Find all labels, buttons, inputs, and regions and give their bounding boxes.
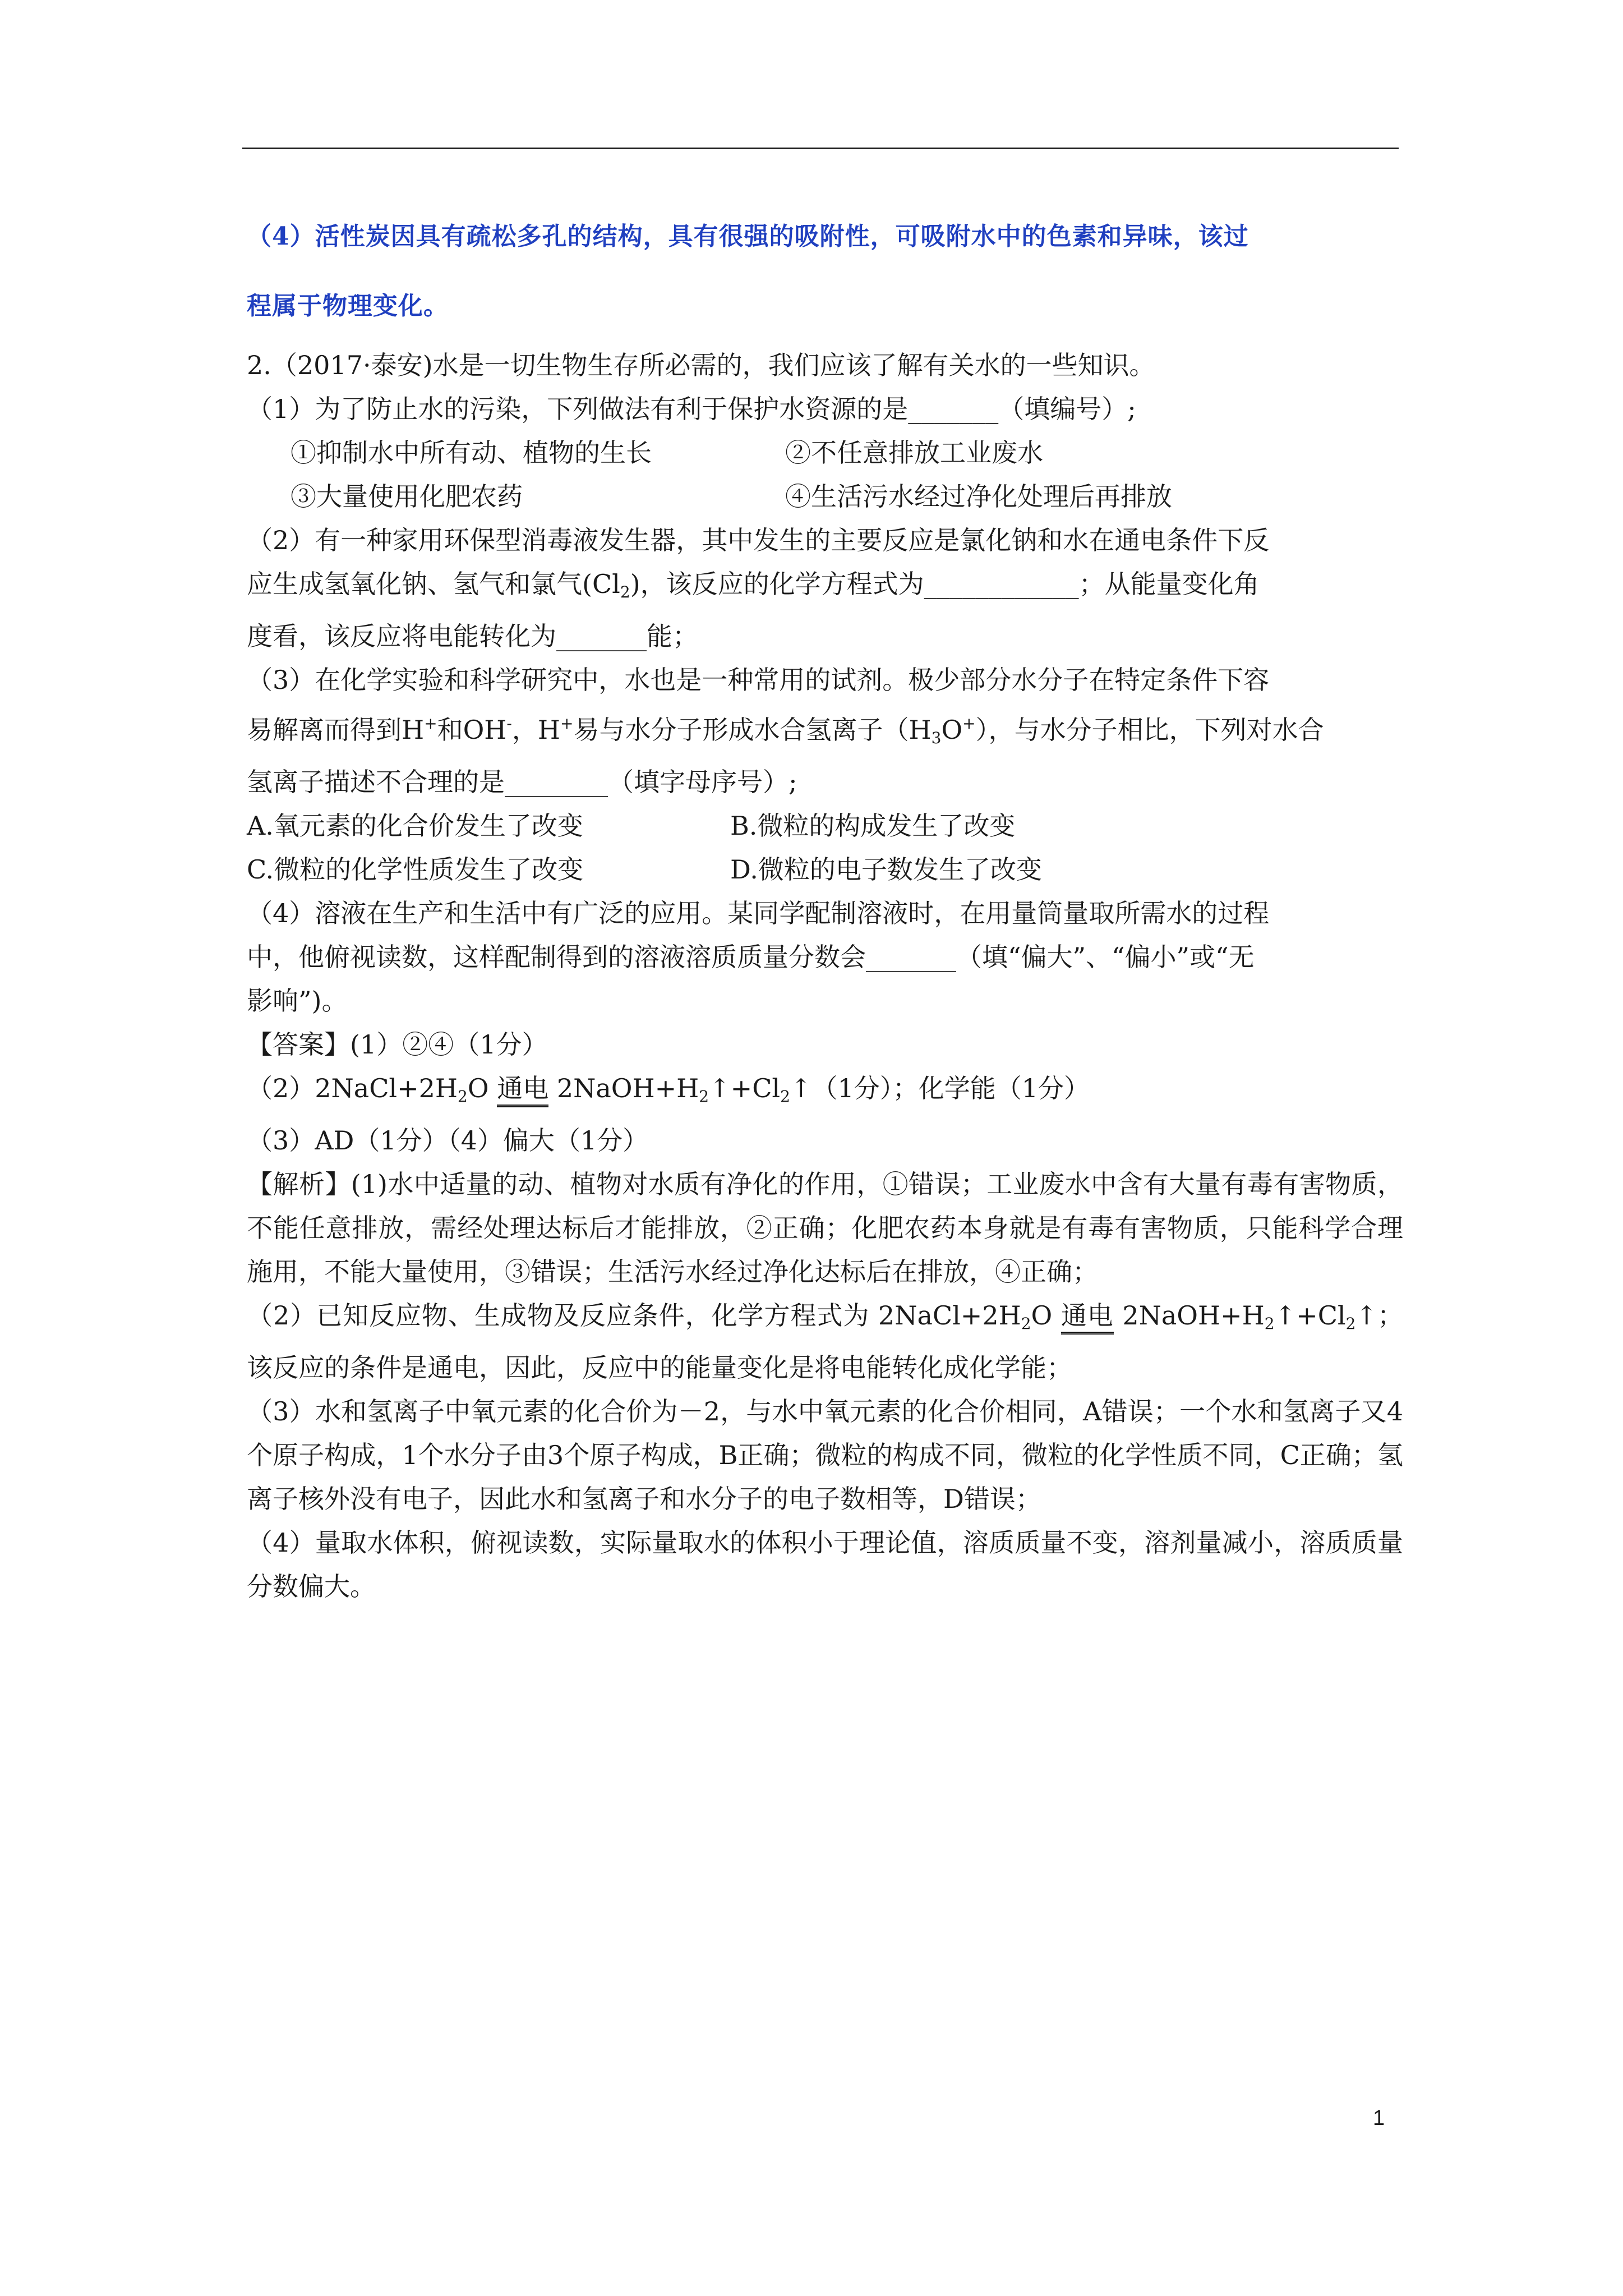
- q1-tail-line2: 程属于物理变化。: [247, 292, 449, 320]
- q2-part3-line3: 氢离子描述不合理的是________（填字母序号）;: [247, 767, 797, 797]
- q2-option-3: ③大量使用化肥农药: [291, 481, 523, 512]
- q2-choice-c: C.微粒的化学性质发生了改变: [247, 854, 584, 885]
- q2-part4-line1: （4）溶液在生产和生活中有广泛的应用。某同学配制溶液时，在用量筒量取所需水的过程: [247, 898, 1270, 928]
- q2-part4-line3: 影响”)。: [247, 986, 348, 1016]
- page-content: [247, 202, 1403, 1608]
- answer-line1: 【答案】(1）②④（1分）: [247, 1029, 548, 1060]
- q2-choice-a: A.氧元素的化合价发生了改变: [247, 811, 583, 841]
- q2-part2-line1: （2）有一种家用环保型消毒液发生器，其中发生的主要反应是氯化钠和水在通电条件下反: [247, 525, 1270, 555]
- q2-part2-line3: 度看，该反应将电能转化为_______能；: [247, 621, 698, 651]
- analysis-part1: 【解析】(1)水中适量的动、植物对水质有净化的作用，①错误；工业废水中含有大量有毒有害物质，不能任意排放，需经处理达标后才能排放，②正确；化肥农药本身就是有毒有害物质，只能科学合理施用，不能大量使用，③错误；生活污水经过净化达标后在排放，④正确；: [247, 1169, 1403, 1287]
- analysis-part4: （4）量取水体积，俯视读数，实际量取水的体积小于理论值，溶质质量不变，溶剂量减小，溶质质量分数偏大。: [247, 1527, 1403, 1602]
- q2-option-4: ④生活污水经过净化处理后再排放: [785, 481, 1172, 512]
- q2-choices-row2: [247, 848, 1403, 891]
- q2-choices-row1: [247, 804, 1403, 848]
- reaction-condition: 通电: [497, 1073, 548, 1107]
- analysis-part3: （3）水和氢离子中氧元素的化合价为－2，与水中氧元素的化合价相同，A错误；一个水和氢离子又4个原子构成，1个水分子由3个原子构成，B正确；微粒的构成不同，微粒的化学性质不同，C正确；氢离子核外没有电子，因此水和氢离子和水分子的电子数相等，D错误；: [247, 1396, 1403, 1514]
- q2-choice-d: D.微粒的电子数发生了改变: [730, 854, 1042, 885]
- q2-options-row1: [247, 431, 1403, 475]
- question-1-answer-tail: [247, 202, 1403, 341]
- page-number: 1: [1373, 2106, 1385, 2130]
- answer-section: [247, 1023, 1403, 1162]
- q2-part3-line2: 易解离而得到H+和OH-，H+易与水分子形成水合氢离子$(H_3O^+)$，与水分子相比，下列对水合: [247, 714, 1324, 747]
- analysis-section: [247, 1162, 1403, 1608]
- answer-line3: （3）AD（1分）（4）偏大（1分）: [247, 1125, 649, 1156]
- q2-stem: 2.（2017·泰安)水是一切生物生存所必需的，我们应该了解有关水的一些知识。: [247, 350, 1155, 380]
- q2-part2-line2: 应生成氢氧化钠、氢气和氯气$(Cl_2)$，该反应的化学方程式为____________；从能量变化角: [247, 569, 1260, 601]
- analysis-part2: （2）已知反应物、生成物及反应条件，化学方程式为 $2NaCl+2H_2O$ 通电 $2NaOH+H_2↑+Cl_2↑$；该反应的条件是通电，因此，反应中的能量变化是将电能转化成化学能；: [247, 1300, 1403, 1383]
- q2-part4-line2: 中，他俯视读数，这样配制得到的溶液溶质质量分数会_______（填“偏大”、“偏小”或“无: [247, 942, 1255, 972]
- header-rule: [242, 148, 1399, 149]
- answer-line2: $(2)2NaCl+2H_2O$ 通电 $2NaOH+H_2↑+Cl_2↑(1$分）；化学能（1分）: [247, 1066, 1403, 1119]
- q2-option-2: ②不任意排放工业废水: [785, 438, 1043, 468]
- q2-part3-line1: （3）在化学实验和科学研究中，水也是一种常用的试剂。极少部分水分子在特定条件下容: [247, 665, 1270, 695]
- question-2: [247, 343, 1403, 1023]
- q2-option-1: ①抑制水中所有动、植物的生长: [291, 438, 652, 468]
- q2-choice-b: B.微粒的构成发生了改变: [730, 811, 1016, 841]
- q2-part1: （1）为了防止水的污染，下列做法有利于保护水资源的是_______（填编号）;: [247, 394, 1136, 424]
- reaction-condition-2: 通电: [1061, 1300, 1114, 1335]
- q1-tail-line1: （4）活性炭因具有疏松多孔的结构，具有很强的吸附性，可吸附水中的色素和异味，该过: [247, 222, 1249, 251]
- q2-options-row2: [247, 475, 1403, 518]
